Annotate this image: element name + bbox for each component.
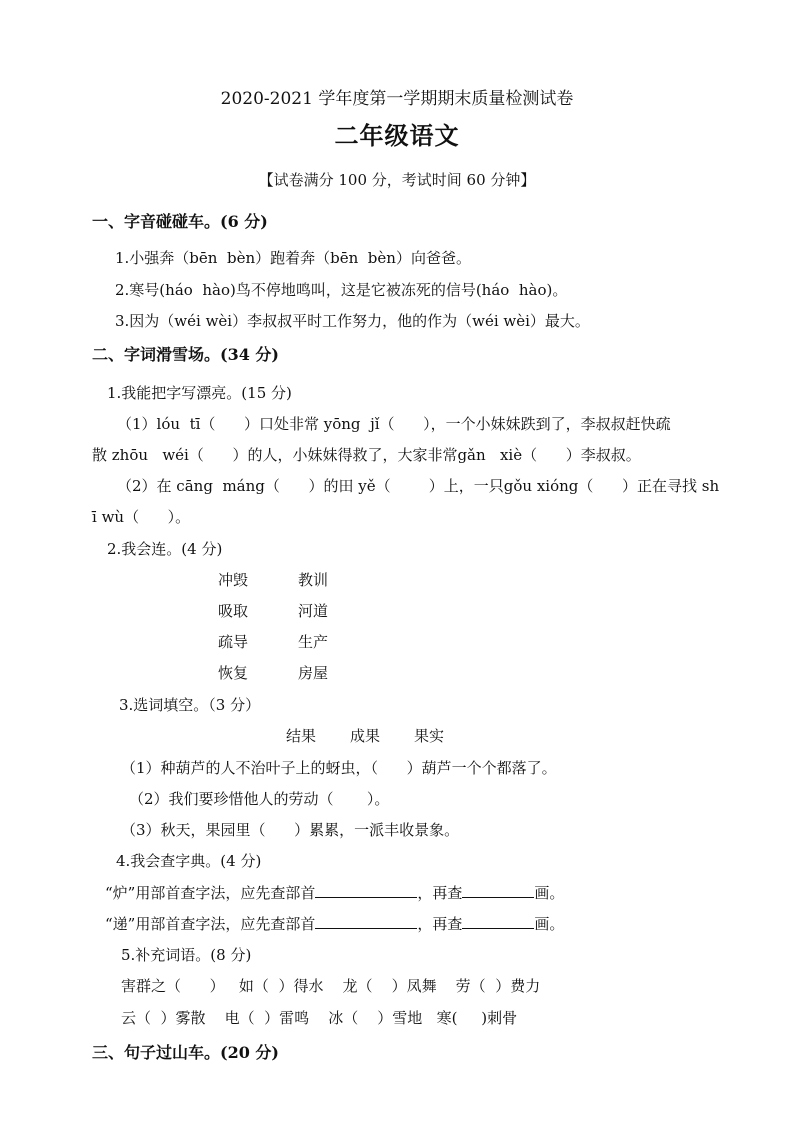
section-1-question-2: 2.寒号(háo hào)鸟不停地鸣叫，这是它被冻死的信号(háo hào)。: [115, 281, 568, 299]
match-right-item: 教训: [298, 571, 329, 589]
part-4-line-2-middle: ，再查: [417, 915, 463, 933]
part-4-line-2: [105, 914, 564, 934]
answer-blank[interactable]: [315, 883, 417, 898]
section-1-title: 一、字音碰碰车。(6 分): [92, 212, 268, 231]
part-3-line-1: （1）种葫芦的人不治叶子上的蚜虫，（ ）葫芦一个个都落了。: [121, 759, 557, 777]
answer-blank[interactable]: [462, 883, 534, 898]
part-4-heading: 4.我会查字典。(4 分): [116, 852, 262, 870]
word-choice: 果实: [414, 727, 445, 745]
part-4-line-2-prefix: “递”用部首查字法，应先查部首: [105, 915, 316, 933]
part-5-line-2: 云（ ）雾散 电（ ）雷鸣 冰（ ）雪地 寒( )刺骨: [121, 1009, 518, 1027]
word-choice: 成果: [350, 727, 381, 745]
part-2-heading: 2.我会连。(4 分): [107, 540, 223, 558]
part-4-line-2-suffix: 画。: [534, 915, 565, 933]
part-1-line-4: ī wù（ ）。: [92, 508, 191, 526]
match-left-item: 冲毁: [218, 571, 249, 589]
section-1-question-3: 3.因为（wéi wèi）李叔叔平时工作努力，他的作为（wéi wèi）最大。: [115, 312, 590, 330]
exam-header-title: 2020-2021 学年度第一学期期末质量检测试卷: [220, 89, 574, 109]
part-4-line-1-prefix: “炉”用部首查字法，应先查部首: [105, 884, 316, 902]
match-right-item: 生产: [298, 633, 329, 651]
part-4-line-1: [105, 883, 564, 903]
part-4-line-1-middle: ，再查: [417, 884, 463, 902]
part-5-heading: 5.补充词语。(8 分): [121, 946, 252, 964]
match-right-item: 河道: [298, 602, 329, 620]
section-1-question-1: 1.小强奔（bēn bèn）跑着奔（bēn bèn）向爸爸。: [115, 249, 471, 267]
section-2-title: 二、字词滑雪场。(34 分): [92, 345, 279, 364]
part-3-heading: 3.选词填空。（3 分）: [119, 696, 261, 714]
part-4-line-1-suffix: 画。: [534, 884, 565, 902]
part-3-line-2: （2）我们要珍惜他人的劳动（ ）。: [129, 790, 390, 808]
match-left-item: 吸取: [218, 602, 249, 620]
exam-info: 【试卷满分 100 分，考试时间 60 分钟】: [258, 171, 536, 189]
word-choice: 结果: [286, 727, 317, 745]
section-3-title: 三、句子过山车。(20 分): [92, 1043, 279, 1062]
part-1-line-2: 散 zhōu wéi（ ）的人，小妹妹得救了，大家非常gǎn xiè（ ）李叔叔。: [92, 446, 641, 464]
match-left-item: 恢复: [218, 664, 249, 682]
part-1-heading: 1.我能把字写漂亮。(15 分): [107, 384, 292, 402]
part-5-line-1: 害群之（ ） 如（ ）得水 龙（ ）凤舞 劳（ ）费力: [121, 977, 541, 995]
part-1-line-3: （2）在 cāng máng（ ）的田 yě（ ）上，一只gǒu xióng（ ）正在寻找 sh: [117, 477, 720, 495]
match-left-item: 疏导: [218, 633, 249, 651]
exam-subject-title: 二年级语文: [334, 121, 460, 150]
answer-blank[interactable]: [462, 914, 534, 929]
part-3-line-3: （3）秋天，果园里（ ）累累，一派丰收景象。: [121, 821, 460, 839]
match-right-item: 房屋: [298, 664, 329, 682]
part-1-line-1: （1）lóu tī（ ）口处非常 yōng jǐ（ ），一个小妹妹跌到了，李叔叔赶快疏: [117, 415, 671, 433]
answer-blank[interactable]: [315, 914, 417, 929]
